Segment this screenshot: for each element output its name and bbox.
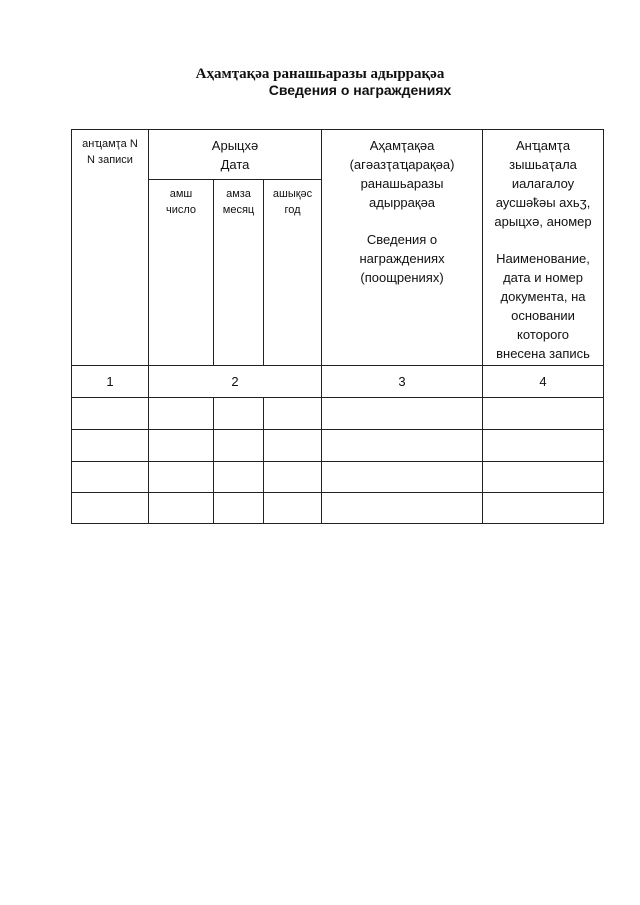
table-row	[72, 493, 604, 524]
table-cell[interactable]	[264, 430, 322, 462]
table-cell[interactable]	[72, 398, 149, 430]
table-cell[interactable]	[483, 493, 604, 524]
table-cell[interactable]	[214, 430, 264, 462]
table-cell[interactable]	[72, 462, 149, 493]
document-title-abkhaz: Аҳамҭақәа ранашьаразы адыррақәа	[195, 66, 445, 82]
table-cell[interactable]	[149, 493, 214, 524]
table-cell[interactable]	[322, 398, 483, 430]
table-cell[interactable]	[72, 493, 149, 524]
table-cell[interactable]	[264, 493, 322, 524]
column-number-4: 4	[483, 366, 604, 398]
table-cell[interactable]	[214, 462, 264, 493]
table-cell[interactable]	[149, 430, 214, 462]
column-number-2: 2	[149, 366, 322, 398]
table-cell[interactable]	[264, 398, 322, 430]
subheader-day: амш число	[149, 180, 214, 366]
column-number-1: 1	[72, 366, 149, 398]
table-cell[interactable]	[72, 430, 149, 462]
table-row	[72, 430, 604, 462]
table-cell[interactable]	[264, 462, 322, 493]
table-row	[72, 462, 604, 493]
table-cell[interactable]	[149, 398, 214, 430]
awards-table	[71, 129, 604, 524]
table-cell[interactable]	[149, 462, 214, 493]
subheader-month: амза месяц	[214, 180, 264, 366]
table-cell[interactable]	[483, 398, 604, 430]
table-row	[72, 398, 604, 430]
table-cell[interactable]	[214, 398, 264, 430]
table-cell[interactable]	[214, 493, 264, 524]
table-cell[interactable]	[322, 462, 483, 493]
header-award-info: Аҳамҭақәа (агәазҭаҵарақәа) ранашьаразы адыррақәа Сведения о награждениях (поощрениях)	[322, 130, 483, 366]
table-cell[interactable]	[483, 462, 604, 493]
table-cell[interactable]	[322, 430, 483, 462]
table-cell[interactable]	[322, 493, 483, 524]
table-cell[interactable]	[483, 430, 604, 462]
subheader-year: ашықәс год	[264, 180, 322, 366]
header-document-basis: Анҵамҭа зышьаҭала иалагалоу аусшәҟәы ахьӡ, арыцхә, аномер Наименование, дата и номер документа, на основании которого внесена запись	[483, 130, 604, 366]
column-number-3: 3	[322, 366, 483, 398]
header-date: Арыцхә Дата	[149, 130, 322, 180]
document-title-russian: Сведения о награждениях	[268, 82, 452, 98]
header-record-number: анҵамҭа N N записи	[72, 130, 149, 366]
